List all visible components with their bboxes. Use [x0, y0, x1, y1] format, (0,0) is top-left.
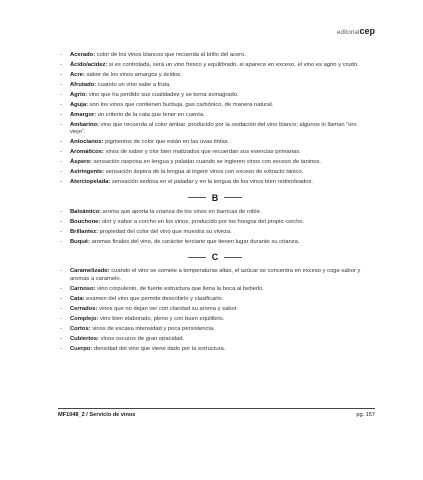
glossary-term: Cata: — [70, 295, 85, 302]
glossary-definition: sensación sedosa en el paladar y en la lengua de los vinos bien redondeados. — [110, 179, 313, 186]
bullet-dash: - — [60, 102, 62, 108]
glossary-definition: vinos de escasa intensidad y poca persistencia. — [90, 325, 215, 332]
glossary-definition: examen del vino que permite describirlo y clasificarlo. — [84, 295, 224, 302]
glossary-entry — [60, 336, 370, 343]
bullet-dash: - — [60, 335, 62, 342]
glossary-term: Caramelizado: — [70, 268, 110, 275]
bullet-dash: - — [60, 345, 62, 352]
glossary-term: Cuerpo: — [70, 345, 93, 352]
bullet-dash: - — [60, 62, 62, 68]
glossary-definition: color de los vinos blancos que recuerda al brillo del acero. — [95, 52, 246, 58]
footer-course-title: MF1048_2 / Servicio de vinos — [58, 412, 136, 418]
bullet-dash: - — [60, 228, 62, 235]
glossary-definition: propiedad del color del vino que muestra su viveza. — [98, 228, 232, 235]
bullet-dash: - — [60, 149, 62, 156]
bullet-dash: - — [60, 139, 62, 146]
glossary-definition: si es controlada, será un vino fresco y equilibrado, si aparece en exceso, el vino es agrio y crudo. — [107, 62, 359, 68]
glossary-entry — [60, 92, 370, 99]
glossary-term: Amargor: — [70, 112, 97, 118]
section-letter-heading — [60, 193, 370, 203]
bullet-dash: - — [60, 169, 62, 176]
glossary-term: Agrio: — [70, 92, 88, 98]
heading-rule-right — [224, 197, 242, 198]
bullet-dash: - — [60, 325, 62, 332]
heading-rule-left — [188, 197, 206, 198]
glossary-entry — [60, 306, 370, 313]
glossary-entry — [60, 326, 370, 333]
glossary-entry — [60, 159, 370, 166]
glossary-term: Complejo: — [70, 315, 99, 322]
bullet-dash: - — [60, 122, 62, 128]
bullet-dash: - — [60, 82, 62, 88]
glossary-term: Cerrados: — [70, 305, 98, 312]
glossary-term: Acerado: — [70, 52, 96, 58]
heading-rule-right — [224, 257, 242, 258]
bullet-dash: - — [60, 305, 62, 312]
glossary-definition: olor y sabor a corcho en los vinos, producido por los hongos del propio corcho. — [100, 218, 305, 225]
glossary-term: Aromáticos: — [70, 149, 104, 156]
glossary-entry — [60, 239, 370, 246]
glossary-entry — [60, 52, 370, 59]
glossary-entry — [60, 346, 370, 353]
bullet-dash: - — [60, 159, 62, 166]
footer-divider — [58, 408, 375, 409]
glossary-entry — [60, 219, 370, 226]
bullet-dash: - — [60, 179, 62, 186]
glossary-entry — [60, 122, 370, 137]
footer-page-number: pg. 157 — [356, 412, 375, 418]
glossary-term: Ambarino: — [70, 122, 99, 128]
bullet-dash: - — [60, 208, 62, 215]
glossary-term: Ácido/acidez: — [70, 62, 108, 68]
bullet-dash: - — [60, 112, 62, 118]
glossary-definition: son los vinos que contienen burbuja, gas carbónico, de manera natural. — [88, 102, 274, 108]
glossary-entry — [60, 286, 370, 293]
glossary-definition: vinos que no dejan ver con claridad su aroma y sabor. — [97, 305, 238, 312]
glossary-term: Carnoso: — [70, 285, 96, 292]
glossary-definition: vino bien elaborado, pleno y con buen equilibrio. — [98, 315, 225, 322]
glossary-term: Acre: — [70, 72, 85, 78]
bullet-dash: - — [60, 238, 62, 245]
glossary-entry — [60, 102, 370, 109]
glossary-entry — [60, 179, 370, 186]
glossary-definition: sensación rasposa en lengua y paladar cuando se ingieren vinos con exceso de taninos. — [91, 159, 322, 166]
glossary-definition: sabor de los vinos amargos y ácidos. — [84, 72, 182, 78]
glossary-definition: aroma que aporta la crianza de los vinos en barricas de roble. — [100, 208, 262, 215]
logo-prefix: editorial — [336, 29, 360, 36]
glossary-term: Balsámico: — [70, 208, 101, 215]
glossary-term: Cortos: — [70, 325, 91, 332]
bullet-dash: - — [60, 218, 62, 225]
publisher-logo — [337, 26, 375, 36]
bullet-dash: - — [60, 72, 62, 78]
bullet-dash: - — [60, 52, 62, 58]
glossary-entry — [60, 82, 370, 89]
glossary-term: Bouchone: — [70, 218, 101, 225]
glossary-term: Afrutado: — [70, 82, 97, 88]
glossary-definition: un criterio de la cata que tener en cuenta. — [96, 112, 205, 118]
glossary-definition: pigmentos de color que están en las uvas tintas. — [103, 139, 230, 146]
glossary-entry — [60, 296, 370, 303]
glossary-entry — [60, 169, 370, 176]
glossary-entry — [60, 268, 370, 283]
bullet-dash: - — [60, 285, 62, 292]
bullet-dash: - — [60, 295, 62, 302]
glossary-definition: vinos oscuros de gran opacidad. — [99, 335, 185, 342]
section-letter: B — [211, 192, 219, 203]
glossary-entry — [60, 112, 370, 119]
section-letter-heading — [60, 252, 370, 262]
glossary-entry — [60, 72, 370, 79]
glossary-definition: cuando un vino sabe a fruta. — [96, 82, 171, 88]
glossary — [60, 52, 370, 356]
glossary-term: Astringente: — [70, 169, 105, 176]
glossary-entry — [60, 149, 370, 156]
glossary-definition: aromas finales del vino, de carácter terciario que tienen lugar durante su crianza. — [89, 238, 300, 245]
glossary-entry — [60, 139, 370, 146]
section-letter: C — [211, 252, 219, 263]
glossary-term: Antocianos: — [70, 139, 104, 146]
heading-rule-left — [188, 257, 206, 258]
glossary-term: Áspero: — [70, 159, 92, 166]
glossary-term: Cubiertos: — [70, 335, 99, 342]
logo-brand: cep — [359, 26, 375, 36]
glossary-term: Buqué: — [70, 238, 90, 245]
glossary-definition: sensación áspera de la lengua al ingerir vinos con exceso de extracto tánico. — [104, 169, 304, 176]
glossary-term: Aterciopelada: — [70, 179, 111, 186]
glossary-entry — [60, 229, 370, 236]
glossary-entry — [60, 209, 370, 216]
glossary-entry — [60, 316, 370, 323]
glossary-definition: vino que ha perdido sus cualidades y se torna avinagrado. — [87, 92, 239, 98]
glossary-definition: densidad del vino que viene dado por la estructura. — [92, 345, 226, 352]
glossary-term: Aguja: — [70, 102, 89, 108]
bullet-dash: - — [60, 268, 62, 275]
glossary-definition: vino que recuerda al color ámbar, producido por la oxidación del vino blanco; algunos lo llaman “oro viejo”. — [70, 122, 357, 136]
bullet-dash: - — [60, 92, 62, 98]
glossary-definition: vino corpulento, de fuerte estructura que llena la boca al beberlo. — [95, 285, 264, 292]
glossary-definition: vinos de sabor y olor bien matizados que recuerdan sus esencias primarias. — [103, 149, 301, 156]
glossary-definition: cuando el vino se somete a temperaturas altas, el azúcar se concentra en exceso y coge sabor y aromas a caramelo. — [70, 268, 361, 282]
glossary-entry — [60, 62, 370, 69]
glossary-term: Brillantez: — [70, 228, 99, 235]
bullet-dash: - — [60, 315, 62, 322]
